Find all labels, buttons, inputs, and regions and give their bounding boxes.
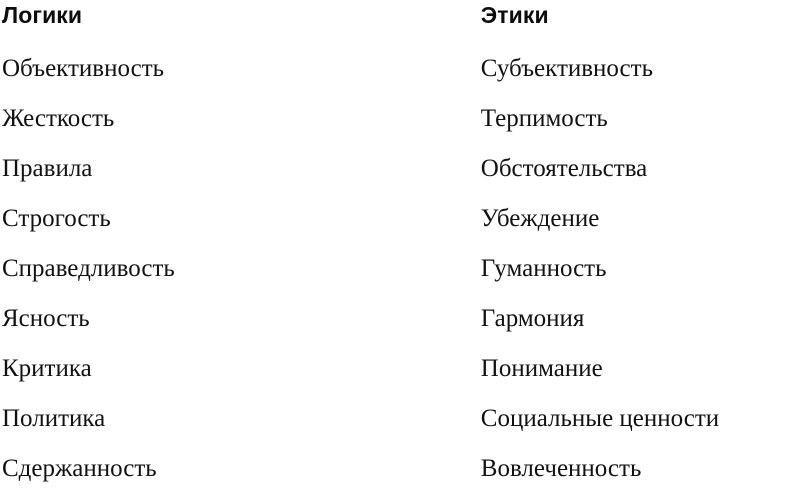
- list-item: Жесткость: [2, 105, 115, 132]
- list-item: Ясность: [2, 305, 90, 332]
- list-item: Гуманность: [480, 255, 607, 282]
- list-item: Строгость: [2, 205, 111, 232]
- column-heading-ethics: Этики: [480, 2, 549, 28]
- list-item: Убеждение: [480, 205, 600, 232]
- list-item: Гармония: [480, 305, 585, 332]
- list-item: Политика: [2, 405, 106, 432]
- list-item: Вовлеченность: [480, 455, 642, 482]
- list-item: Справедливость: [2, 255, 175, 282]
- column-ethics: [481, 0, 790, 494]
- list-item: Понимание: [480, 355, 603, 382]
- list-item: Сдержанность: [2, 455, 157, 482]
- list-item: Правила: [2, 155, 93, 182]
- list-item: Обстоятельства: [480, 155, 648, 182]
- list-item: Критика: [2, 355, 92, 382]
- column-heading-logic: Логики: [2, 2, 83, 28]
- list-item: Объективность: [2, 55, 165, 82]
- list-item: Субъективность: [480, 55, 653, 82]
- list-item: Терпимость: [480, 105, 608, 132]
- list-item: Социальные ценности: [480, 405, 720, 432]
